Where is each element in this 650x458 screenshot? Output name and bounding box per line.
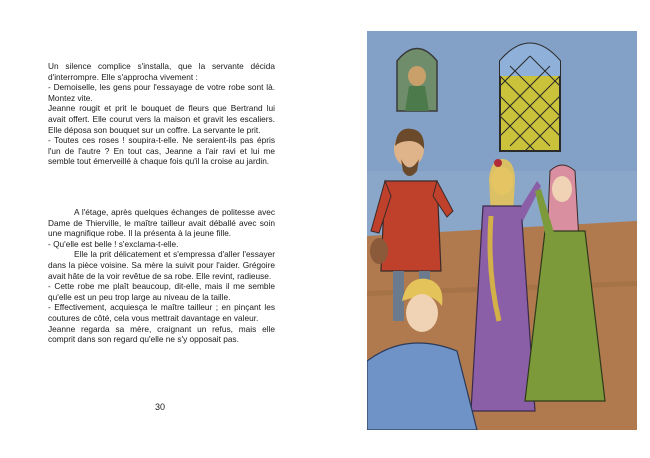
page-number: 30 [154, 402, 165, 412]
paragraph: Un silence complice s'installa, que la servante décida d'interrompre. Elle s'approcha vivement : [48, 61, 275, 82]
paragraph: Jeanne rougit et prit le bouquet de fleurs que Bertrand lui avait offert. Elle courut vers la maison et gravit les escaliers. Elle déposa son bouquet sur un coffre. La servante le prit. [48, 103, 275, 135]
paragraph: - Toutes ces roses ! soupira-t-elle. Ne seraient-ils pas épris l'un de l'autre ? En tout cas, Jeanne a l'air ravi et lui me semble tout émerveillé à chaque fois qu'il la croise au jardin. [48, 135, 275, 167]
illustration [367, 31, 637, 430]
paragraph: A l'étage, après quelques échanges de politesse avec Dame de Thierville, le maître tailleur avait déballé avec soin une magnifique robe. Il la présenta à la jeune fille. [48, 207, 275, 239]
illustration-svg [367, 31, 637, 430]
paragraph: - Demoiselle, les gens pour l'essayage de votre robe sont là. Montez vite. [48, 82, 275, 103]
text-block-2 [48, 207, 275, 345]
paragraph: Elle la prit délicatement et s'empressa d'aller l'essayer dans la pièce voisine. Sa mère la suivit pour l'aider. Grégoire avait hâte de la voir revêtue de sa robe. Elle revint, radieuse. [48, 249, 275, 281]
paragraph: - Effectivement, acquiesça le maître tailleur ; en pinçant les coutures de côté, cela vous mettrait davantage en valeur. [48, 302, 275, 323]
paragraph: - Qu'elle est belle ! s'exclama-t-elle. [48, 238, 179, 249]
paragraph: Jeanne regarda sa mère, craignant un refus, mais elle comprit dans son regard qu'elle ne s'y opposait pas. [48, 323, 275, 345]
paragraph: - Cette robe me plaît beaucoup, dit-elle, mais il me semble qu'elle est un peu trop large au niveau de la taille. [48, 281, 275, 302]
large-window [500, 44, 560, 152]
text-block-1 [48, 61, 275, 167]
small-window [397, 49, 437, 112]
